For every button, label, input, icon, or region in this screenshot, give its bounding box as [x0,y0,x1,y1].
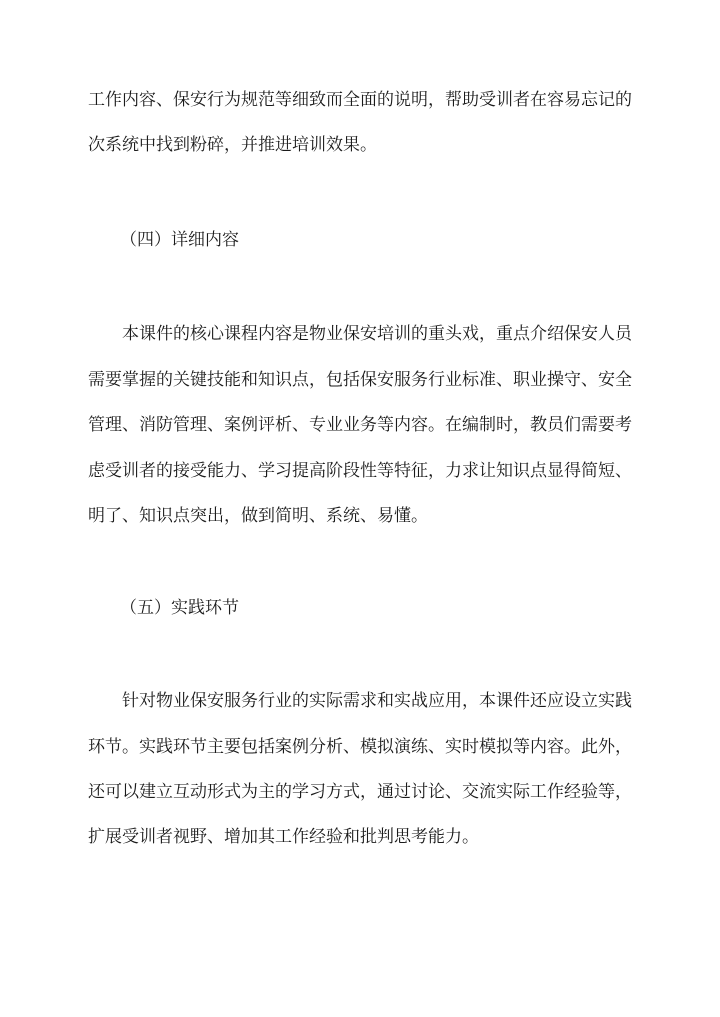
paragraph-line: 工作内容、保安行为规范等细致而全面的说明，帮助受训者在容易忘记的 [88,90,632,110]
paragraph-line: 管理、消防管理、案例评析、专业业务等内容。在编制时，教员们需要考 [88,415,632,435]
section-heading: （五）实践环节 [120,598,239,618]
paragraph-line: 环节。实践环节主要包括案例分析、模拟演练、实时模拟等内容。此外， [88,737,632,757]
paragraph-line: 次系统中找到粉碎，并推进培训效果。 [88,135,377,155]
section-heading: （四）详细内容 [120,230,239,250]
paragraph-line: 扩展受训者视野、增加其工作经验和批判思考能力。 [88,827,479,847]
paragraph-line: 明了、知识点突出，做到简明、系统、易懂。 [88,506,428,526]
paragraph-line: 针对物业保安服务行业的实际需求和实战应用，本课件还应设立实践 [122,691,632,711]
paragraph-line: 虑受训者的接受能力、学习提高阶段性等特征，力求让知识点显得简短、 [88,461,632,481]
paragraph-line: 需要掌握的关键技能和知识点，包括保安服务行业标准、职业操守、安全 [88,370,632,390]
paragraph-line: 本课件的核心课程内容是物业保安培训的重头戏，重点介绍保安人员 [122,324,632,344]
paragraph-line: 还可以建立互动形式为主的学习方式，通过讨论、交流实际工作经验等， [88,782,632,802]
